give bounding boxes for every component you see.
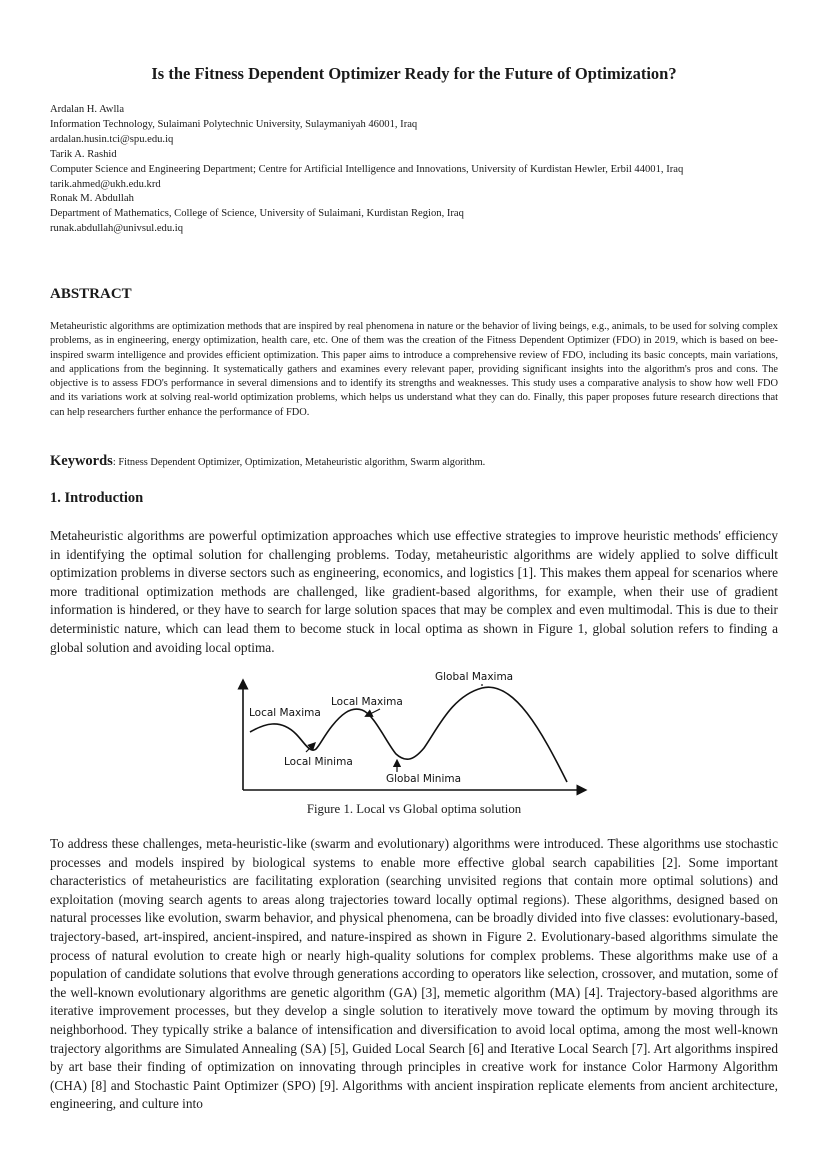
label-global-minima: Global Minima [386,773,462,785]
label-local-maxima-1: Local Maxima [249,707,321,719]
author-name: Ronak M. Abdullah [50,193,134,205]
author-name: Tarik A. Rashid [50,148,117,160]
label-global-maxima: Global Maxima [435,671,514,683]
author-email: runak.abdullah@univsul.edu.iq [50,223,184,235]
keywords-line [50,453,778,470]
author-affiliation: Information Technology, Sulaimani Polytechnic University, Sulaymaniyah 46001, Iraq [50,118,418,130]
author-email: ardalan.husin.tci@spu.edu.iq [50,133,174,145]
intro-paragraph-1: Metaheuristic algorithms are powerful optimization approaches which use effective strategies to improve heuristic methods' efficiency in identifying the optimal solution for challenging problems. Today, metaheuristic algorithms are widely applied to solve difficult optimization problems in diverse sectors such as engineering, economics, and logistics [1]. This makes them appeal for scenarios where more traditional optimization methods are challenged, like gradient-based algorithms, for example, when their use of gradient information is hindered, or they have to search for large solution spaces that may be complex and even multimodal. This is due to their deterministic nature, which can lead them to become stuck in local optima as shown in Figure 1, global solution refers to finding a global solution and avoiding local optima. [50,528,778,655]
author-email: tarik.ahmed@ukh.edu.krd [50,178,161,190]
label-local-minima: Local Minima [284,756,353,768]
label-local-maxima-2: Local Maxima [331,696,403,708]
paper-title: Is the Fitness Dependent Optimizer Ready for the Future of Optimization? [151,64,677,83]
author-name: Ardalan H. Awlla [50,104,125,115]
figure-local-global-optima [230,662,600,800]
section-heading-introduction: 1. Introduction [50,490,144,506]
keywords-text: : Fitness Dependent Optimizer, Optimization, Metaheuristic algorithm, Swarm algorithm. [112,457,486,468]
intro-paragraph-2: To address these challenges, meta-heuristic-like (swarm and evolutionary) algorithms were introduced. These algorithms use stochastic processes and models inspired by biological systems to enable more effective global search capabilities [2]. Some important characteristics of metaheuristics are facilitating exploration (searching unvisited regions that contain more optimal solutions) and exploitation (moving search agents to areas along trajectories toward locally optimal regions). These algorithms, designed based on natural processes like evolution, swarm behavior, and physical phenomena, can be broadly divided into five classes: evolutionary-based, trajectory-based, art-inspired, ancient-inspired, and nature-inspired as shown in Figure 2. Evolutionary-based algorithms simulate the process of natural evolution to create high or nearly high-quality solutions for complex problems. These algorithms make use of a population of candidate solutions that evolve through generations according to operators like selection, crossover, and mutation, some of the well-known evolutionary algorithms are genetic algorithm (GA) [3], memetic algorithm (MA) [4]. Trajectory-based algorithms are iterative improvement processes, but they develop a single solution to iteratively move toward the optimum by moving through its neighborhood. They typically strike a balance of intensification and diversification to avoid local optima, among the most well-known trajectory algorithms are Simulated Annealing (SA) [5], Guided Local Search [6] and Iterative Local Search [7]. Art algorithms inspired by art base their finding of optimization on innovating through principles in creative work for instance Color Harmony Algorithm (CHA) [8] and Stochastic Paint Optimizer (SPO) [9]. Algorithms with ancient inspiration replicate elements from ancient architecture, engineering, and culture into [50,836,778,1112]
author-affiliation: Computer Science and Engineering Department; Centre for Artificial Intelligence and Innovations, University of Kurdistan Hewler, Erbil 44001, Iraq [50,163,684,175]
abstract-text: Metaheuristic algorithms are optimization methods that are inspired by real phenomena in nature or the behavior of living beings, e.g., animals, to be used for solving complex problems, as in engineering, energy optimization, health care, etc. One of them was the creation of the Fitness Dependent Optimizer (FDO) in 2019, which is based on bee-inspired swarm intelligence and provides efficient optimization. This paper aims to introduce a comprehensive review of FDO, including its basic concepts, main variations, and applications from the beginning. It systematically gathers and examines every relevant paper, providing significant insights into the algorithm's pros and cons. The objective is to assess FDO's performance in several dimensions and to identify its strengths and weaknesses. This study uses a comparative analysis to show how well FDO and its variations work at solving real-world optimization problems, which helps us understand what they can do. Finally, this paper proposes future research directions that can help researchers further enhance the performance of FDO. [50,321,778,418]
author-block [50,103,780,237]
pointer-local-maxima-2 [368,709,380,715]
figure-caption: Figure 1. Local vs Global optima solution [306,802,522,816]
keywords-label: Keywords [50,453,113,469]
author-affiliation: Department of Mathematics, College of Science, University of Sulaimani, Kurdistan Region, Iraq [50,208,464,220]
abstract-heading: ABSTRACT [50,286,132,302]
